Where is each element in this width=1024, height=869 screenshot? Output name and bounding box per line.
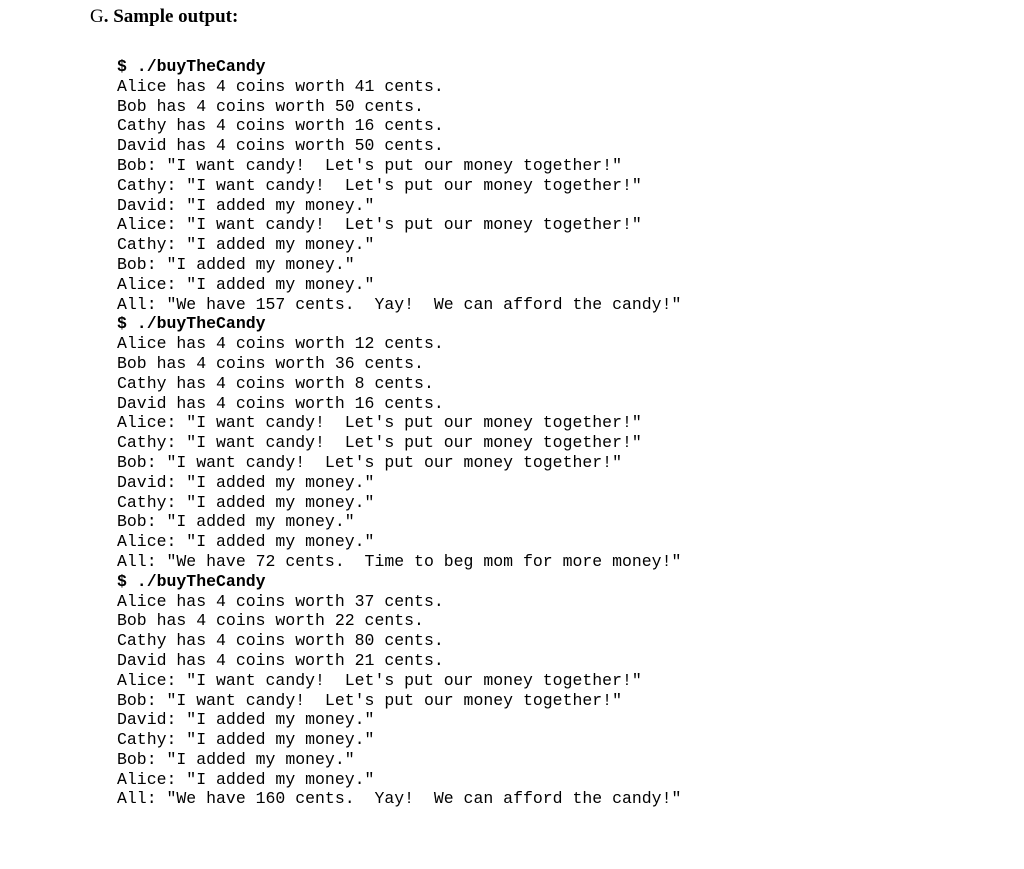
output-line: Cathy has 4 coins worth 16 cents. (117, 116, 444, 136)
output-line: Alice: "I added my money." (117, 274, 375, 294)
output-line: Bob has 4 coins worth 50 cents. (117, 96, 424, 116)
output-line: Bob: "I added my money." (117, 254, 355, 274)
output-line: Alice: "I want candy! Let's put our money together!" (117, 215, 642, 235)
output-line: Cathy has 4 coins worth 80 cents. (117, 631, 444, 651)
output-line: Cathy: "I want candy! Let's put our money together!" (117, 175, 642, 195)
output-line: David has 4 coins worth 21 cents. (117, 650, 444, 670)
output-line: Bob: "I want candy! Let's put our money together!" (117, 155, 622, 175)
output-line: Cathy: "I added my money." (117, 492, 375, 512)
output-line: All: "We have 72 cents. Time to beg mom for more money!" (117, 551, 682, 571)
command-line: $ ./buyTheCandy (117, 57, 266, 76)
section-title: . Sample output: (103, 6, 239, 27)
output-line: David: "I added my money." (117, 195, 375, 215)
output-line: Bob: "I added my money." (117, 749, 355, 769)
output-line: All: "We have 160 cents. Yay! We can afford the candy!" (117, 789, 682, 809)
output-line: Alice: "I want candy! Let's put our money together!" (117, 670, 642, 690)
output-line: Cathy: "I want candy! Let's put our money together!" (117, 433, 642, 453)
output-line: Cathy: "I added my money." (117, 730, 375, 750)
output-line: Bob: "I want candy! Let's put our money together!" (117, 690, 622, 710)
output-line: Alice has 4 coins worth 12 cents. (117, 334, 444, 354)
output-line: Cathy: "I added my money." (117, 235, 375, 255)
output-line: Alice has 4 coins worth 41 cents. (117, 76, 444, 96)
output-line: Bob has 4 coins worth 36 cents. (117, 353, 424, 373)
section-letter: G (90, 6, 104, 27)
output-line: Alice: "I added my money." (117, 532, 375, 552)
output-line: Bob has 4 coins worth 22 cents. (117, 611, 424, 631)
output-line: Bob: "I added my money." (117, 512, 355, 532)
command-line: $ ./buyTheCandy (117, 314, 266, 334)
output-line: Cathy has 4 coins worth 8 cents. (117, 373, 434, 393)
output-line: Bob: "I want candy! Let's put our money together!" (117, 452, 622, 472)
output-line: David: "I added my money." (117, 710, 375, 730)
output-line: David: "I added my money." (117, 472, 375, 492)
sample-output-block (117, 57, 681, 809)
output-line: All: "We have 157 cents. Yay! We can afford the candy!" (117, 294, 682, 314)
output-line: David has 4 coins worth 16 cents. (117, 393, 444, 413)
output-line: Alice has 4 coins worth 37 cents. (117, 591, 444, 611)
command-line: $ ./buyTheCandy (117, 571, 266, 591)
section-heading (90, 4, 238, 30)
output-line: David has 4 coins worth 50 cents. (117, 136, 444, 156)
output-line: Alice: "I added my money." (117, 769, 375, 789)
output-line: Alice: "I want candy! Let's put our money together!" (117, 413, 642, 433)
